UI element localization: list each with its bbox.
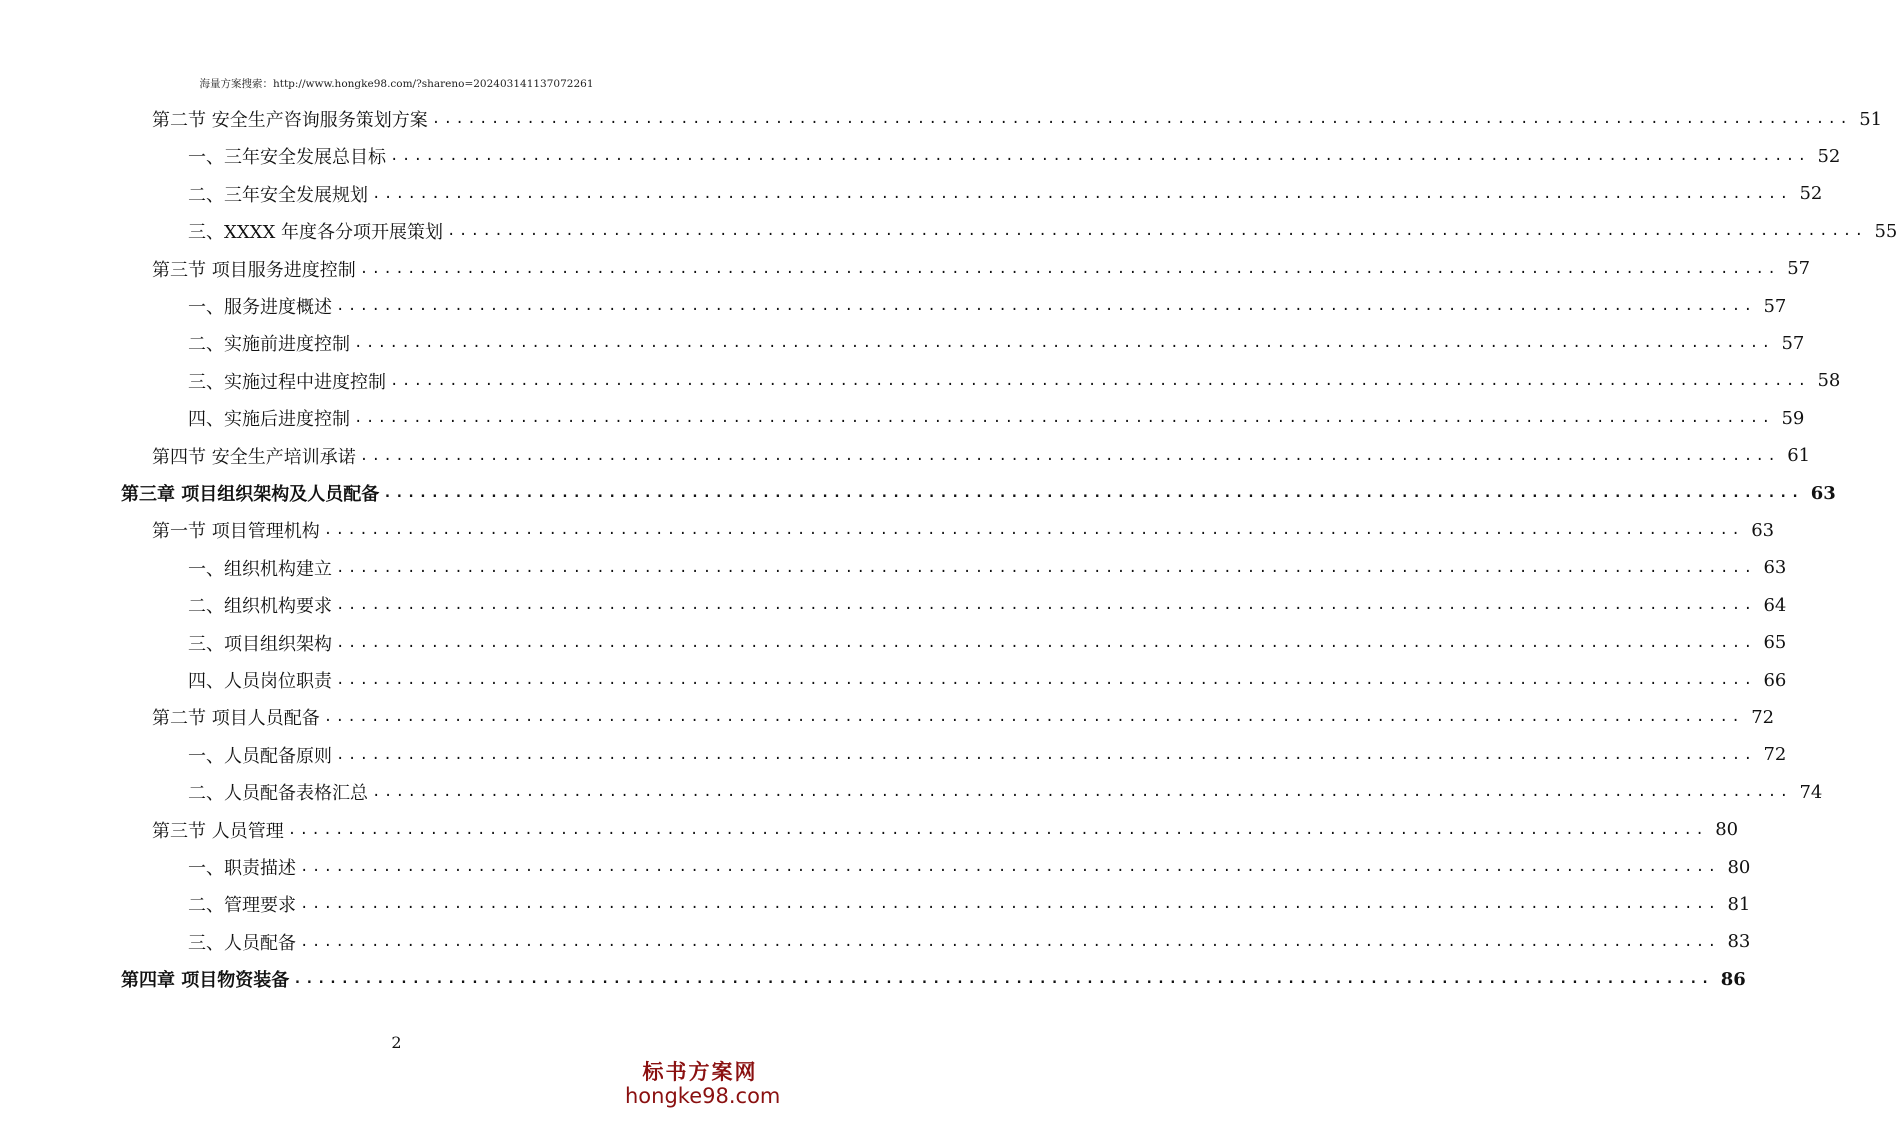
page-number: 2 [391,1033,402,1052]
toc-entry-item[interactable] [188,889,1751,919]
toc-entry-page: 52 [1817,145,1841,167]
toc-entry-label: 一、组织机构建立 [188,558,332,580]
toc-entry-label: 二、实施前进度控制 [188,334,350,356]
toc-entry-page: 80 [1715,819,1739,841]
toc-leader-dots: ........................................................................................................................ [359,260,1780,277]
toc-entry-item[interactable] [188,291,1787,321]
toc-entry-page: 63 [1810,482,1836,504]
toc-leader-dots: ........................................................................................................................ [383,485,1803,501]
toc-entry-section[interactable] [152,441,1811,471]
toc-entry-item[interactable] [188,179,1823,209]
toc-entry-section[interactable] [152,515,1775,545]
toc-entry-item[interactable] [188,328,1805,358]
toc-entry-label: 一、三年安全发展总目标 [188,147,386,169]
toc-entry-chapter[interactable] [121,964,1746,994]
toc-entry-item[interactable] [188,590,1787,620]
toc-entry-label: 二、组织机构要求 [188,596,332,618]
toc-entry-item[interactable] [188,927,1751,957]
toc-leader-dots: ........................................................................................................................ [300,896,1720,913]
toc-leader-dots: ........................................................................................................................ [336,672,1756,688]
toc-entry-item[interactable] [188,740,1787,770]
toc-entry-chapter[interactable] [121,478,1836,508]
toc-entry-label: 三、项目组织架构 [188,633,332,655]
toc-entry-label: 第一节 项目管理机构 [152,521,320,543]
toc-entry-item[interactable] [188,852,1751,882]
toc-entry-section[interactable] [152,815,1739,845]
toc-entry-label: 四、人员岗位职责 [188,671,332,692]
toc-leader-dots: ........................................................................................................................ [300,859,1720,875]
toc-entry-page: 64 [1763,594,1787,616]
toc-leader-dots: ........................................................................................................................ [293,971,1713,988]
toc-entry-page: 74 [1799,781,1823,803]
page-header-url: 海量方案搜索：http://www.hongke98.com/?shareno=202403141137072261 [199,78,594,90]
toc-entry-page: 57 [1787,258,1811,280]
toc-leader-dots: ........................................................................................................................ [287,821,1708,838]
toc-entry-label: 三、人员配备 [188,932,296,954]
toc-leader-dots: ........................................................................................................................ [300,933,1720,950]
toc-leader-dots: ........................................................................................................................ [336,634,1756,651]
toc-leader-dots: ........................................................................................................................ [446,223,1867,240]
toc-leader-dots: ........................................................................................................................ [390,372,1810,389]
toc-entry-label: 二、人员配备表格汇总 [188,783,368,805]
toc-entry-label: 第三章 项目组织架构及人员配备 [121,484,380,505]
toc-entry-page: 51 [1859,108,1883,130]
toc-entry-label: 第三节 项目服务进度控制 [152,259,356,281]
toc-entry-label: 二、三年安全发展规划 [188,184,368,206]
toc-entry-page: 80 [1727,856,1751,878]
toc-entry-label: 一、人员配备原则 [188,745,332,767]
toc-entry-page: 83 [1727,931,1751,953]
toc-leader-dots: ........................................................................................................................ [323,709,1744,726]
toc-entry-item[interactable] [188,141,1841,171]
toc-entry-item[interactable] [188,366,1841,396]
toc-entry-page: 59 [1781,407,1805,429]
toc-entry-section[interactable] [152,702,1775,732]
toc-entry-item[interactable] [188,553,1787,583]
toc-leader-dots: ........................................................................................................................ [336,298,1756,314]
toc-entry-label: 三、实施过程中进度控制 [188,371,386,393]
watermark-logo-en: hongke98.com [625,1084,781,1108]
toc-leader-dots: ........................................................................................................................ [372,185,1792,202]
toc-entry-page: 72 [1763,744,1787,766]
toc-entry-item[interactable] [188,628,1787,658]
toc-leader-dots: ........................................................................................................................ [354,335,1774,352]
toc-entry-label: 第四章 项目物资装备 [121,970,290,992]
toc-entry-label: 一、服务进度概述 [188,297,332,318]
toc-leader-dots: ........................................................................................................................ [390,148,1810,165]
toc-entry-page: 65 [1763,632,1787,654]
toc-leader-dots: ........................................................................................................................ [336,597,1756,614]
toc-leader-dots: ........................................................................................................................ [336,746,1756,763]
toc-leader-dots: ........................................................................................................................ [372,784,1792,801]
toc-leader-dots: ........................................................................................................................ [354,410,1774,427]
toc-entry-page: 81 [1727,893,1751,915]
toc-entry-page: 61 [1787,445,1811,467]
toc-entry-label: 第三节 人员管理 [152,820,284,842]
toc-entry-page: 63 [1763,557,1787,579]
toc-entry-item[interactable] [188,216,1897,246]
toc-entry-item[interactable] [188,777,1823,807]
toc-entry-section[interactable] [152,104,1883,134]
toc-entry-page: 63 [1751,519,1775,541]
toc-entry-label: 四、实施后进度控制 [188,409,350,431]
toc-entry-label: 第四节 安全生产培训承诺 [152,446,356,468]
toc-entry-label: 二、管理要求 [188,895,296,917]
toc-entry-page: 72 [1751,706,1775,728]
toc-entry-page: 58 [1817,370,1841,392]
toc-entry-label: 第二节 安全生产咨询服务策划方案 [152,110,428,131]
toc-entry-label: 一、职责描述 [188,858,296,879]
toc-entry-label: 第二节 项目人员配备 [152,708,320,730]
toc-leader-dots: ........................................................................................................................ [431,111,1852,127]
toc-entry-item[interactable] [188,665,1787,695]
toc-entry-page: 52 [1799,183,1823,205]
toc-entry-label: 三、XXXX 年度各分项开展策划 [188,222,443,244]
toc-leader-dots: ........................................................................................................................ [359,447,1780,464]
toc-leader-dots: ........................................................................................................................ [323,522,1744,539]
toc-entry-page: 66 [1763,669,1787,691]
watermark-logo-cn: 标书方案网 [642,1060,758,1084]
toc-entry-page: 86 [1720,968,1746,990]
toc-entry-page: 57 [1781,332,1805,354]
toc-leader-dots: ........................................................................................................................ [336,559,1756,576]
toc-entry-item[interactable] [188,403,1805,433]
toc-entry-page: 55 [1874,220,1897,242]
toc-entry-page: 57 [1763,295,1787,317]
toc-entry-section[interactable] [152,254,1811,284]
watermark-logo [625,1056,781,1108]
